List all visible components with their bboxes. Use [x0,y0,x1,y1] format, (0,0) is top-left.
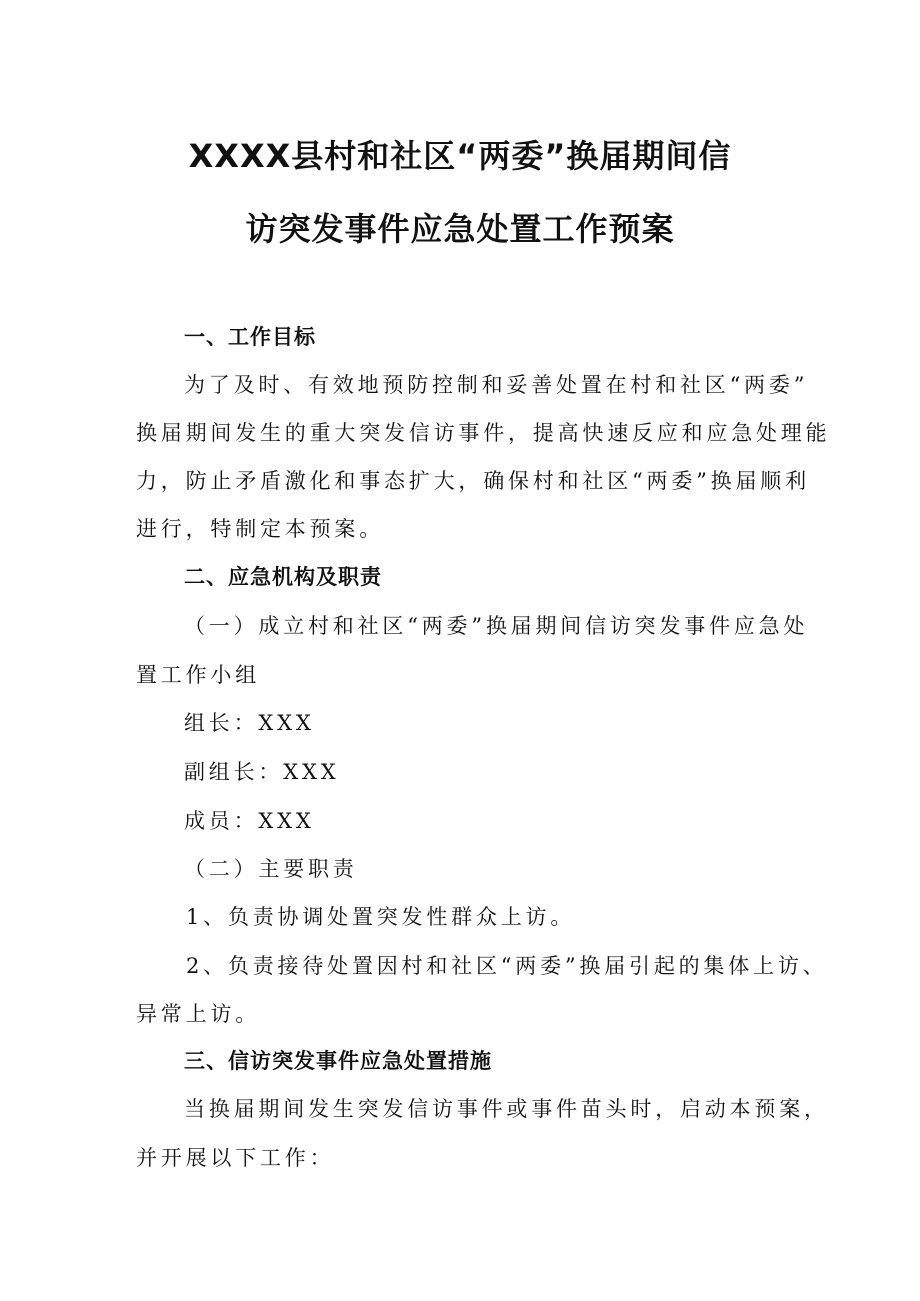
document-title-line-2: 访突发事件应急处置工作预案 [245,210,675,248]
section-1-paragraph-line: 力，防止矛盾激化和事态扩大，确保村和社区“两委”换届顺利 [136,469,810,493]
section-1-paragraph-line: 为了及时、有效地预防控制和妥善处置在村和社区“两委” [184,373,809,397]
group-members: 成员：XXX [184,809,315,833]
section-1-paragraph-line: 进行，特制定本预案。 [136,517,384,541]
section-2-sub-2: （二）主要职责 [184,857,358,881]
deputy-group-leader: 副组长：XXX [184,760,340,784]
duty-item-2-line: 2、负责接待处置因村和社区“两委”换届引起的集体上访、 [186,954,828,978]
section-2-heading: 二、应急机构及职责 [184,565,382,589]
group-leader: 组长：XXX [184,711,315,735]
duty-item-1: 1、负责协调处置突发性群众上访。 [186,905,576,929]
section-3-paragraph-line: 当换届期间发生突发信访事件或事件苗头时，启动本预案， [184,1097,829,1121]
document-title-line-1: XXXX县村和社区“两委”换届期间信 [188,137,732,175]
section-2-sub-1-line: 置工作小组 [136,663,260,687]
section-3-heading: 三、信访突发事件应急处置措施 [184,1049,492,1073]
duty-item-2-line: 异常上访。 [136,1002,260,1026]
section-2-sub-1-line: （一）成立村和社区“两委”换届期间信访突发事件应急处 [184,614,809,638]
section-1-heading: 一、工作目标 [184,325,316,349]
section-3-paragraph-line: 并开展以下工作： [136,1146,335,1170]
section-1-paragraph-line: 换届期间发生的重大突发信访事件，提高快速反应和应急处理能 [136,421,831,445]
